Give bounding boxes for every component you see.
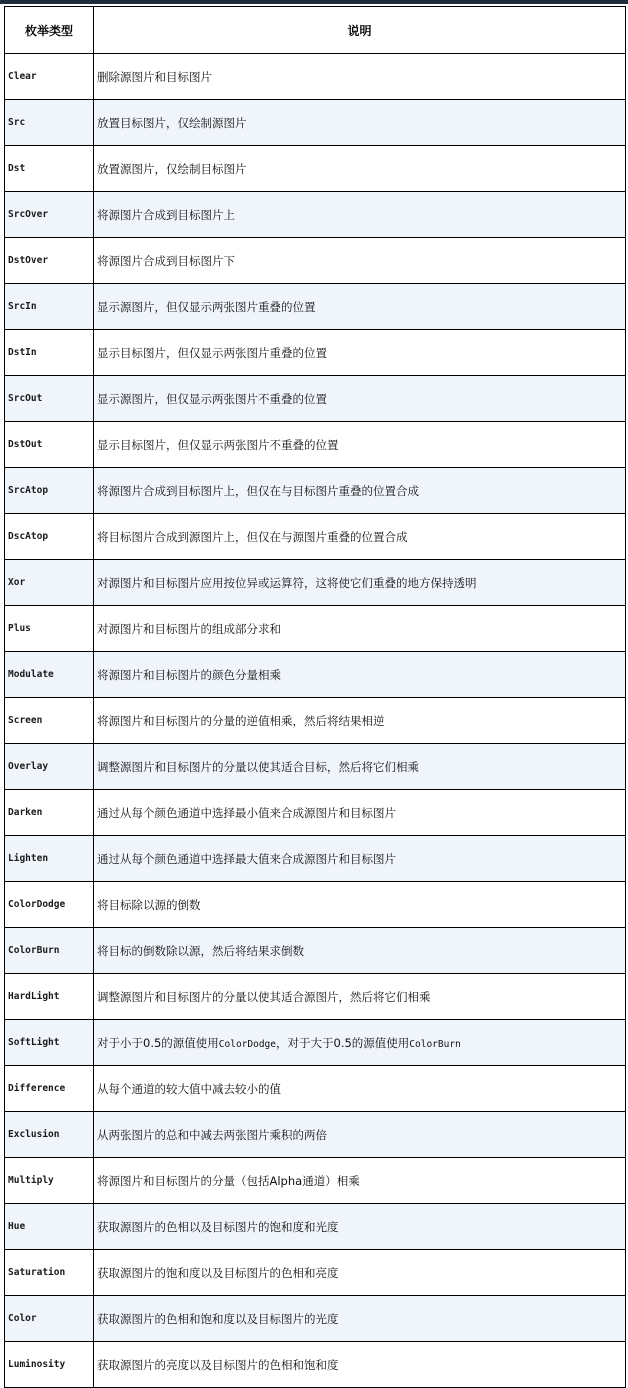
description-cell: 将源图片合成到目标图片上，但仅在与目标图片重叠的位置合成 — [94, 468, 626, 514]
table-row — [5, 468, 626, 514]
description-cell: 将源图片合成到目标图片下 — [94, 238, 626, 284]
description-cell: 放置源图片，仅绘制目标图片 — [94, 146, 626, 192]
enum-name-cell: SrcOut — [5, 376, 94, 422]
table-row — [5, 560, 626, 606]
description-cell: 获取源图片的饱和度以及目标图片的色相和亮度 — [94, 1250, 626, 1296]
enum-name-cell: DscAtop — [5, 514, 94, 560]
description-cell: 调整源图片和目标图片的分量以使其适合目标，然后将它们相乘 — [94, 744, 626, 790]
header-description: 说明 — [94, 7, 626, 54]
table-row — [5, 376, 626, 422]
inline-code: ColorBurn — [409, 1038, 461, 1050]
description-cell: 从两张图片的总和中减去两张图片乘积的两倍 — [94, 1112, 626, 1158]
enum-name-cell: DstOut — [5, 422, 94, 468]
enum-name-cell: Src — [5, 100, 94, 146]
table-row — [5, 422, 626, 468]
table-row — [5, 744, 626, 790]
enum-name-cell: Lighten — [5, 836, 94, 882]
enum-name-cell: Plus — [5, 606, 94, 652]
top-border-bar — [0, 0, 628, 4]
enum-name-cell: Difference — [5, 1066, 94, 1112]
inline-code: ColorDodge — [218, 1038, 276, 1050]
enum-name-cell: Modulate — [5, 652, 94, 698]
table-row — [5, 606, 626, 652]
table-row — [5, 54, 626, 100]
description-cell: 对源图片和目标图片的组成部分求和 — [94, 606, 626, 652]
table-row — [5, 790, 626, 836]
enum-name-cell: SrcOver — [5, 192, 94, 238]
description-cell: 显示源图片，但仅显示两张图片重叠的位置 — [94, 284, 626, 330]
enum-name-cell: Overlay — [5, 744, 94, 790]
enum-name-cell: HardLight — [5, 974, 94, 1020]
table-row — [5, 974, 626, 1020]
table-row — [5, 1250, 626, 1296]
table-body — [5, 54, 626, 1388]
description-cell: 将目标的倒数除以源，然后将结果求倒数 — [94, 928, 626, 974]
enum-name-cell: Color — [5, 1296, 94, 1342]
table-row — [5, 1204, 626, 1250]
enum-name-cell: ColorDodge — [5, 882, 94, 928]
description-text: ，对于大于0.5的源值使用 — [276, 1035, 410, 1050]
table-row — [5, 836, 626, 882]
enum-name-cell: Luminosity — [5, 1342, 94, 1388]
enum-name-cell: SrcAtop — [5, 468, 94, 514]
enum-name-cell: SrcIn — [5, 284, 94, 330]
table-row — [5, 514, 626, 560]
description-cell: 通过从每个颜色通道中选择最小值来合成源图片和目标图片 — [94, 790, 626, 836]
table-row — [5, 1342, 626, 1388]
header-enum-type: 枚举类型 — [5, 7, 94, 54]
enum-name-cell: DstOver — [5, 238, 94, 284]
enum-name-cell: Multiply — [5, 1158, 94, 1204]
description-cell: 调整源图片和目标图片的分量以使其适合源图片，然后将它们相乘 — [94, 974, 626, 1020]
enum-name-cell: Clear — [5, 54, 94, 100]
table-row — [5, 698, 626, 744]
description-cell: 显示目标图片，但仅显示两张图片重叠的位置 — [94, 330, 626, 376]
enum-name-cell: SoftLight — [5, 1020, 94, 1066]
description-cell: 将目标图片合成到源图片上，但仅在与源图片重叠的位置合成 — [94, 514, 626, 560]
description-cell: 放置目标图片，仅绘制源图片 — [94, 100, 626, 146]
description-cell: 将源图片和目标图片的分量（包括Alpha通道）相乘 — [94, 1158, 626, 1204]
description-cell: 通过从每个颜色通道中选择最大值来合成源图片和目标图片 — [94, 836, 626, 882]
description-cell: 将源图片和目标图片的颜色分量相乘 — [94, 652, 626, 698]
description-cell: 将源图片合成到目标图片上 — [94, 192, 626, 238]
description-cell: 对源图片和目标图片应用按位异或运算符，这将使它们重叠的地方保持透明 — [94, 560, 626, 606]
table-row — [5, 1066, 626, 1112]
table-row — [5, 146, 626, 192]
table-row — [5, 284, 626, 330]
table-row — [5, 1020, 626, 1066]
description-cell: 显示目标图片，但仅显示两张图片不重叠的位置 — [94, 422, 626, 468]
enum-name-cell: ColorBurn — [5, 928, 94, 974]
table-row — [5, 652, 626, 698]
description-cell: 获取源图片的亮度以及目标图片的色相和饱和度 — [94, 1342, 626, 1388]
description-cell: 获取源图片的色相以及目标图片的饱和度和光度 — [94, 1204, 626, 1250]
description-cell: 将目标除以源的倒数 — [94, 882, 626, 928]
table-row — [5, 1112, 626, 1158]
table-row — [5, 330, 626, 376]
enum-name-cell: Screen — [5, 698, 94, 744]
table-row — [5, 928, 626, 974]
table-row — [5, 882, 626, 928]
description-cell: 删除源图片和目标图片 — [94, 54, 626, 100]
enum-name-cell: Saturation — [5, 1250, 94, 1296]
table-row — [5, 100, 626, 146]
table-row — [5, 192, 626, 238]
table-row — [5, 1296, 626, 1342]
table-row — [5, 238, 626, 284]
description-cell: 将源图片和目标图片的分量的逆值相乘，然后将结果相逆 — [94, 698, 626, 744]
table-header-row — [5, 7, 626, 54]
enum-name-cell: DstIn — [5, 330, 94, 376]
description-cell: 获取源图片的色相和饱和度以及目标图片的光度 — [94, 1296, 626, 1342]
blend-mode-table — [4, 6, 626, 1388]
enum-name-cell: Dst — [5, 146, 94, 192]
table-row — [5, 1158, 626, 1204]
description-cell: 从每个通道的较大值中减去较小的值 — [94, 1066, 626, 1112]
enum-name-cell: Hue — [5, 1204, 94, 1250]
description-cell: 显示源图片，但仅显示两张图片不重叠的位置 — [94, 376, 626, 422]
enum-name-cell: Xor — [5, 560, 94, 606]
enum-name-cell: Darken — [5, 790, 94, 836]
description-text: 对于小于0.5的源值使用 — [97, 1035, 219, 1050]
enum-name-cell: Exclusion — [5, 1112, 94, 1158]
description-cell — [94, 1020, 626, 1066]
